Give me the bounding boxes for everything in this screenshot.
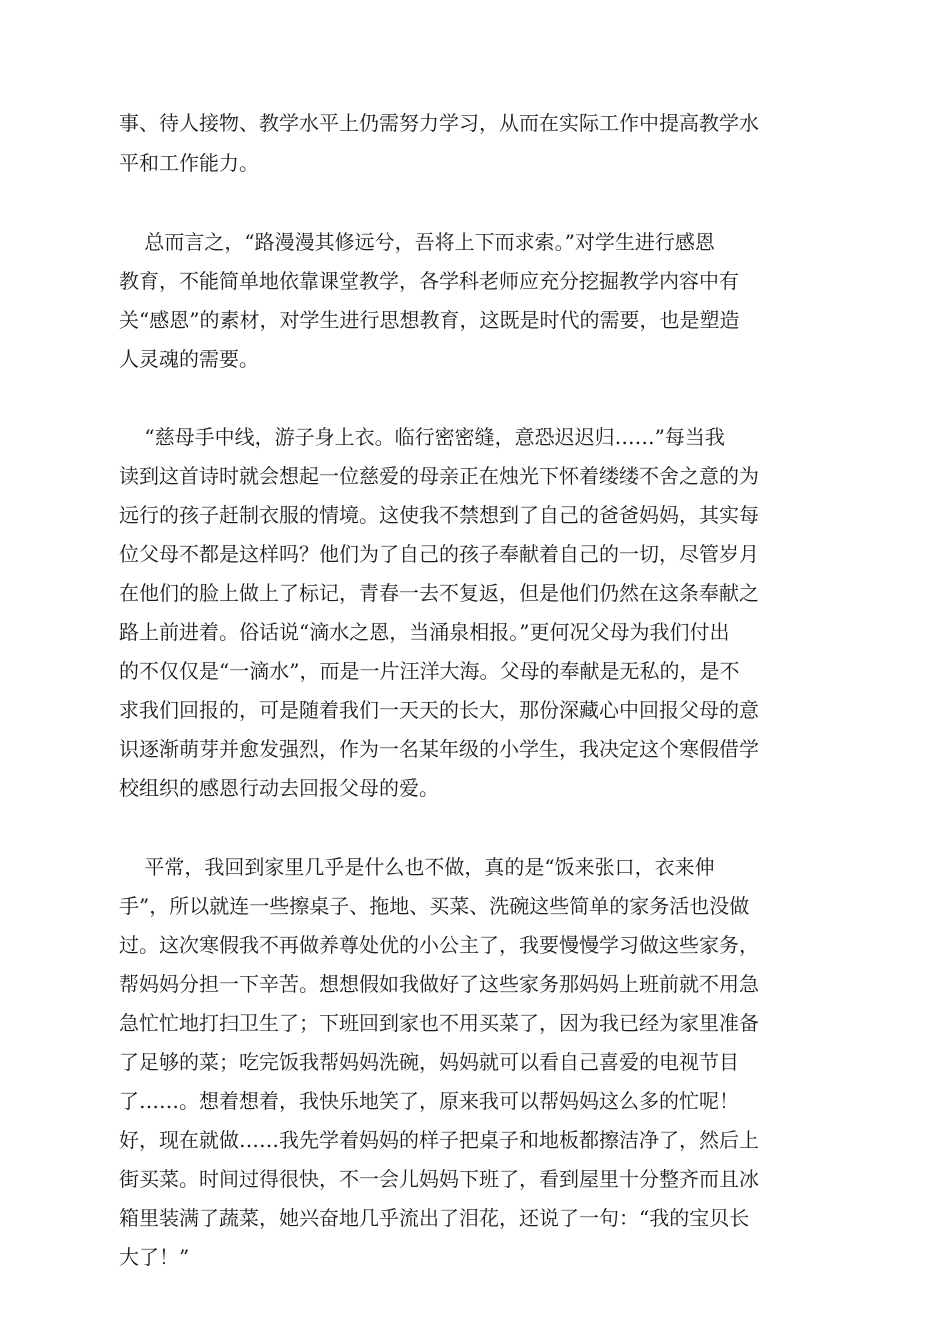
text-line: 远行的孩子赶制衣服的情境。这使我不禁想到了自己的爸爸妈妈，其实每 (119, 503, 759, 527)
text-line: “慈母手中线，游子身上衣。临行密密缝，意恐迟迟归……”每当我 (119, 425, 725, 449)
text-line: 路上前进着。俗话说“滴水之恩，当涌泉相报。”更何况父母为我们付出 (119, 620, 730, 644)
text-line: 帮妈妈分担一下辛苦。想想假如我做好了这些家务那妈妈上班前就不用急 (119, 972, 759, 996)
text-line: 校组织的感恩行动去回报父母的爱。 (119, 776, 439, 800)
text-line: 好，现在就做……我先学着妈妈的样子把桌子和地板都擦洁净了，然后上 (119, 1128, 759, 1152)
text-line: 平常，我回到家里几乎是什么也不做，真的是“饭来张口，衣来伸 (119, 855, 715, 879)
text-line: 了足够的菜；吃完饭我帮妈妈洗碗，妈妈就可以看自己喜爱的电视节目 (119, 1050, 739, 1074)
text-line: 位父母不都是这样吗？他们为了自己的孩子奉献着自己的一切，尽管岁月 (119, 542, 759, 566)
text-line: 平和工作能力。 (119, 151, 259, 175)
text-line: 急忙忙地打扫卫生了；下班回到家也不用买菜了，因为我已经为家里准备 (119, 1011, 759, 1035)
text-line: 过。这次寒假我不再做养尊处优的小公主了，我要慢慢学习做这些家务， (119, 933, 759, 957)
text-line: 手”，所以就连一些擦桌子、拖地、买菜、洗碗这些简单的家务活也没做 (119, 894, 750, 918)
text-line: 街买菜。时间过得很快，不一会儿妈妈下班了，看到屋里十分整齐而且冰 (119, 1167, 759, 1191)
text-line: 读到这首诗时就会想起一位慈爱的母亲正在烛光下怀着缕缕不舍之意的为 (119, 464, 759, 488)
text-line: 事、待人接物、教学水平上仍需努力学习，从而在实际工作中提高教学水 (119, 111, 759, 135)
text-line: 的不仅仅是“一滴水”，而是一片汪洋大海。父母的奉献是无私的，是不 (119, 659, 740, 683)
text-line: 教育，不能简单地依靠课堂教学，各学科老师应充分挖掘教学内容中有 (119, 269, 739, 293)
text-line: 在他们的脸上做上了标记，青春一去不复返，但是他们仍然在这条奉献之 (119, 581, 759, 605)
text-line: 总而言之，“路漫漫其修远兮，吾将上下而求索。”对学生进行感恩 (119, 230, 715, 254)
text-line: 了……。想着想着，我快乐地笑了，原来我可以帮妈妈这么多的忙呢！ (119, 1089, 739, 1113)
text-line: 求我们回报的，可是随着我们一天天的长大，那份深藏心中回报父母的意 (119, 698, 759, 722)
text-line: 大了！” (119, 1245, 190, 1269)
text-line: 关“感恩”的素材，对学生进行思想教育，这既是时代的需要，也是塑造 (119, 308, 740, 332)
text-line: 人灵魂的需要。 (119, 347, 259, 371)
text-line: 识逐渐萌芽并愈发强烈，作为一名某年级的小学生，我决定这个寒假借学 (119, 737, 759, 761)
text-line: 箱里装满了蔬菜，她兴奋地几乎流出了泪花，还说了一句：“我的宝贝长 (119, 1206, 750, 1230)
